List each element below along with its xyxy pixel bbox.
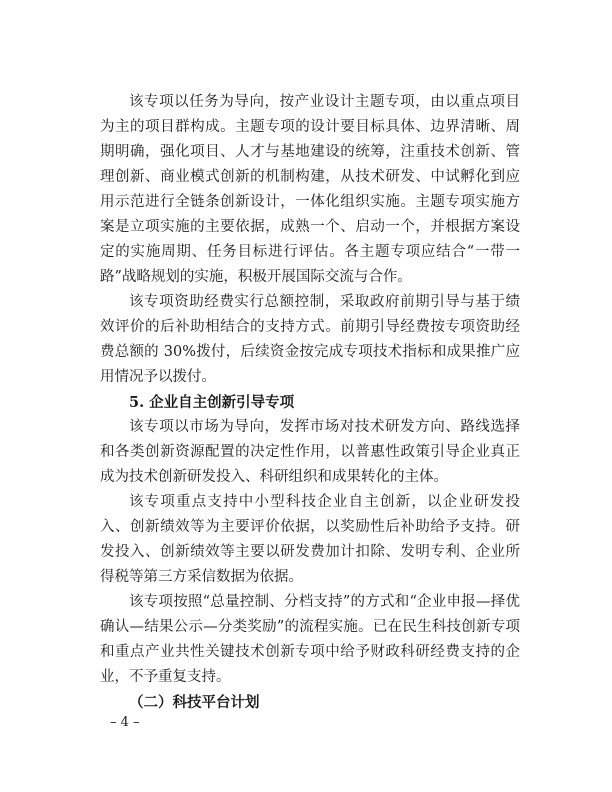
page-number: – 4 – [110, 715, 140, 730]
paragraph-sme-support: 该专项重点支持中小型科技企业自主创新，以企业研发投入、创新绩效等为主要评价依据，以奖励性后补助给予支持。研发投入、创新绩效等主要以研发费加计扣除、发明专利、企业所得税等第三方采信数据为依据。 [100, 494, 520, 585]
paragraph-thematic-projects: 该专项以任务为导向，按产业设计主题专项，由以重点项目为主的项目群构成。主题专项的设计要目标具体、边界清晰、周期明确，强化项目、人才与基地建设的统筹，注重技术创新、管理创新、商业模式创新的机制构建，从技术研发、中试孵化到应用示范进行全链条创新设计，一体化组织实施。主题专项实施方案是立项实施的主要依据，成熟一个、启动一个，并根据方案设定的实施周期、任务目标进行评估。各主题专项应结合“一带一路”战略规划的实施，积极开展国际交流与合作。 [100, 94, 520, 285]
page-body [100, 90, 520, 715]
paragraph-process: 该专项按照“总量控制、分档支持”的方式和“企业申报—择优确认—结果公示—分类奖励”的流程实施。已在民生科技创新专项和重点产业共性关键技术创新专项中给予财政科研经费支持的企业，不予重复支持。 [100, 594, 520, 685]
paragraph-market-oriented: 该专项以市场为导向，发挥市场对技术研发方向、路线选择和各类创新资源配置的决定性作用，以普惠性政策引导企业真正成为技术创新研发投入、科研组织和成果转化的主体。 [100, 419, 520, 485]
section-heading-platform-plan: （二）科技平台计划 [129, 694, 260, 711]
section-heading-enterprise-innovation: 5. 企业自主创新引导专项 [129, 394, 295, 411]
paragraph-funding-control: 该专项资助经费实行总额控制，采取政府前期引导与基于绩效评价的后补助相结合的支持方式。前期引导经费按专项资助经费总额的 30%拨付，后续资金按完成专项技术指标和成果推广应用情况予以拨付。 [100, 294, 520, 385]
